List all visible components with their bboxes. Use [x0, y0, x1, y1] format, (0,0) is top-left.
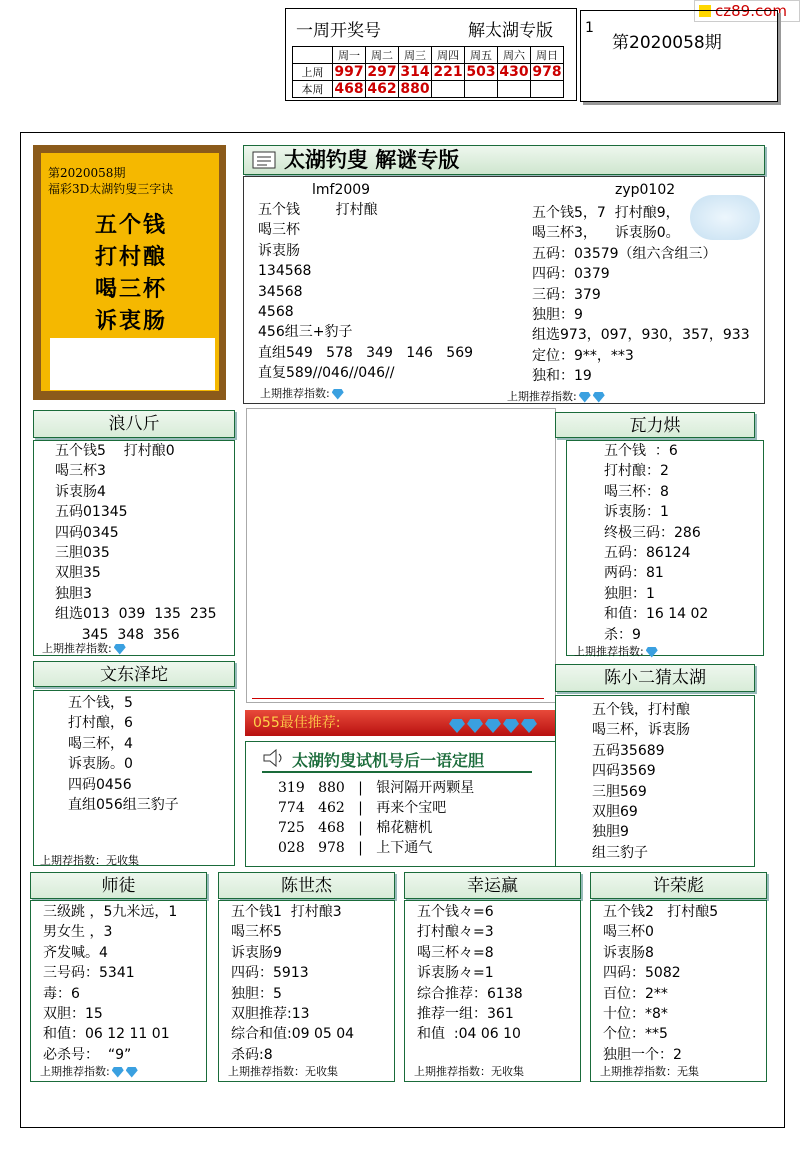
- diamond-icon: [467, 719, 483, 733]
- list-item: 喝三杯5: [231, 924, 282, 941]
- row-label: 本周: [293, 81, 333, 98]
- diamond-icon: [112, 1067, 124, 1078]
- diamond-icon: [579, 392, 591, 403]
- list-item: 三码：379: [532, 286, 601, 303]
- list-item: 和值 :04 06 10: [417, 1026, 521, 1043]
- list-item: 五码：86124: [604, 545, 691, 562]
- day-label: 周一: [333, 47, 366, 64]
- trial-row: 725 468 | 棉花糖机: [278, 820, 433, 836]
- day-label: 周三: [399, 47, 432, 64]
- recommend-index-label: 上期推荐指数:: [42, 640, 126, 656]
- bottom-panel-list: [603, 902, 718, 1065]
- bottom-panel-list: [43, 902, 177, 1065]
- list-item: 诉衷肠：1: [604, 504, 669, 521]
- result-cell: 503: [466, 64, 496, 80]
- list-item: 4568: [258, 304, 294, 321]
- result-cell: 997: [334, 64, 364, 80]
- panel-title: 浪八斤: [33, 410, 235, 438]
- result-cell: [531, 81, 564, 98]
- list-item: 打村酿々=3: [417, 924, 494, 941]
- list-item: 喝三杯，4: [68, 735, 133, 752]
- recommend-index-label: 上期推荐指数：无集: [600, 1065, 699, 1078]
- list-item: 五个钱1 打村酿3: [231, 904, 342, 920]
- list-item: 和值：16 14 02: [604, 606, 709, 623]
- list-item: 男女生 ，3: [43, 924, 113, 941]
- diamond-icon: [521, 719, 537, 733]
- list-item: 杀：9: [604, 626, 641, 643]
- list-item: 直组549 578 349 146 569: [258, 344, 474, 361]
- panel-title: 文东泽坨: [33, 661, 235, 687]
- trial-underline: [262, 771, 532, 773]
- result-cell: 430: [499, 64, 529, 80]
- trial-title: 太湖钓叟试机号后一语定胆: [292, 751, 485, 770]
- recommend-index-label: 上期推荐指数：无收集: [228, 1065, 338, 1078]
- list-item: 组选973，097，930，357，933: [532, 327, 750, 344]
- diamond-icon: [114, 644, 126, 655]
- trial-row: 028 978 | 上下通气: [278, 840, 433, 856]
- list-item: 四码0345: [55, 524, 119, 541]
- diamond-icon: [449, 719, 465, 733]
- bottom-panel-list: [231, 902, 354, 1065]
- list-item: 34568: [258, 283, 303, 300]
- list-item: 综合推荐：6138: [417, 985, 523, 1002]
- trial-row: 319 880 | 银河隔开两颗星: [278, 780, 475, 796]
- list-item: 百位：2**: [603, 985, 668, 1002]
- best-recommend-bar: 055最佳推荐:: [245, 710, 557, 736]
- list-item: 打村酿：2: [604, 463, 669, 480]
- list-item: 诉衷肠4: [55, 483, 106, 500]
- day-label: 周六: [498, 47, 531, 64]
- row-label: 上周: [293, 64, 333, 81]
- diamond-icon: [332, 389, 344, 400]
- list-item: 组选013 039 135 235: [55, 606, 217, 623]
- list-item: 诉衷肠: [258, 242, 300, 259]
- list-item: 五个钱々=6: [417, 904, 494, 920]
- logo-text: cz89.com: [715, 2, 788, 20]
- result-cell: 221: [433, 64, 463, 80]
- result-cell: [432, 81, 465, 98]
- list-item: 毒：6: [43, 985, 80, 1002]
- list-item: 五码35689: [592, 742, 665, 759]
- gold-white-area: [50, 338, 215, 390]
- list-item: 四码：5913: [231, 965, 309, 982]
- list-item: 独胆3: [55, 585, 92, 602]
- notebook-icon: [250, 150, 278, 170]
- list-item: 五个钱5，7 打村酿9，: [532, 205, 680, 221]
- gold-phrase: 五个钱: [95, 212, 168, 238]
- list-item: 喝三杯々=8: [417, 944, 494, 961]
- list-item: 四码：5082: [603, 965, 681, 982]
- list-item: 独和：19: [532, 368, 592, 385]
- list-item: 五个钱5 打村酿0: [55, 443, 175, 459]
- list-item: 直复589//046//046//: [258, 365, 395, 382]
- weekly-subtitle: 解太湖专版: [468, 21, 553, 41]
- gold-phrase: 诉衷肠: [95, 308, 168, 334]
- diamond-row: [447, 716, 537, 742]
- panel-title: 许荣彪: [590, 872, 767, 899]
- expert-name: lmf2009: [312, 182, 371, 198]
- list-item: 组三豹子: [592, 844, 648, 861]
- list-item: 独胆：9: [532, 307, 583, 324]
- list-item: 十位：*8*: [603, 1006, 668, 1023]
- gold-phrase: 打村酿: [95, 244, 168, 270]
- day-label: 周五: [465, 47, 498, 64]
- result-cell: [498, 81, 531, 98]
- list-item: 独胆：5: [231, 985, 282, 1002]
- list-item: 诉衷肠。0: [68, 756, 133, 773]
- result-cell: 978: [532, 64, 562, 80]
- diamond-icon: [485, 719, 501, 733]
- list-item: 喝三杯: [258, 222, 300, 239]
- recommend-index-label: 上期推荐指数:: [574, 643, 658, 659]
- main-banner: [243, 145, 765, 175]
- recommend-index-label: 上期推荐指数:: [507, 388, 605, 404]
- day-label: 周二: [366, 47, 399, 64]
- list-item: 诉衷肠9: [231, 944, 282, 961]
- recommend-index-label: 上期推荐指数:: [40, 1063, 138, 1079]
- list-item: 五码01345: [55, 504, 128, 521]
- list-item: 必杀号： “9”: [43, 1046, 132, 1063]
- list-item: 三胆035: [55, 545, 110, 562]
- list-item: 三级跳 ，5九米远，1: [43, 904, 178, 920]
- image-placeholder: [246, 408, 556, 703]
- list-item: 个位：**5: [603, 1026, 668, 1043]
- list-item: 四码3569: [592, 763, 656, 780]
- list-item: 345 348 356: [55, 626, 180, 643]
- banner-title: 太湖钓叟 解谜专版: [284, 147, 460, 172]
- list-item: 五个钱2 打村酿5: [603, 904, 719, 920]
- list-item: 五个钱 打村酿: [258, 202, 378, 218]
- speaker-icon: [262, 748, 286, 768]
- list-item: 诉衷肠々=1: [417, 965, 494, 982]
- top-right-list: [532, 203, 750, 387]
- list-item: 五个钱，打村酿: [592, 702, 690, 718]
- result-cell: 297: [367, 64, 397, 80]
- panel-title: 师徒: [30, 872, 207, 899]
- table-header-row: [293, 47, 564, 64]
- list-item: 终极三码：286: [604, 524, 701, 541]
- top-left-list: [258, 200, 473, 384]
- panel-title: 陈世杰: [218, 872, 395, 899]
- table-row: [293, 81, 564, 98]
- page-number: 1: [585, 20, 594, 36]
- list-item: 双胆推荐:13: [231, 1006, 310, 1023]
- result-cell: 880: [400, 81, 430, 97]
- diamond-icon: [646, 647, 658, 658]
- gold-caption: 福彩3D太湖钓叟三字诀: [48, 182, 174, 196]
- day-label: 周日: [531, 47, 564, 64]
- diamond-icon: [593, 392, 605, 403]
- result-cell: 468: [334, 81, 364, 97]
- list-item: 134568: [258, 263, 312, 280]
- panel-lang-list: [55, 441, 217, 645]
- gold-issue: 第2020058期: [48, 166, 126, 180]
- result-cell: [465, 81, 498, 98]
- list-item: 五个钱 ：6: [604, 443, 678, 459]
- list-item: 双胆35: [55, 565, 101, 582]
- list-item: 喝三杯，诉衷肠: [592, 722, 690, 739]
- list-item: 独胆：1: [604, 585, 655, 602]
- list-item: 双胆：15: [43, 1006, 103, 1023]
- issue-box: [580, 10, 778, 102]
- list-item: 五个钱，5: [68, 695, 133, 711]
- gold-phrase: 喝三杯: [95, 276, 168, 302]
- panel-title: 瓦力烘: [555, 412, 755, 438]
- list-item: 喝三杯0: [603, 924, 654, 941]
- trial-list: [278, 778, 474, 858]
- panel-chen-list: [592, 700, 690, 863]
- list-item: 杀码:8: [231, 1046, 273, 1063]
- panel-wendong-list: [68, 693, 179, 815]
- list-item: 四码0456: [68, 776, 132, 793]
- list-item: 四码：0379: [532, 266, 610, 283]
- list-item: 综合和值:09 05 04: [231, 1026, 355, 1043]
- red-divider: [252, 698, 544, 699]
- list-item: 打村酿，6: [68, 715, 133, 732]
- expert-name: zyp0102: [615, 182, 676, 198]
- day-label: 周四: [432, 47, 465, 64]
- panel-title: 陈小二猜太湖: [555, 664, 755, 692]
- panel-title: 幸运赢: [404, 872, 581, 899]
- panel-wali-list: [604, 441, 708, 645]
- list-item: 推荐一组：361: [417, 1006, 514, 1023]
- bottom-panel-list: [417, 902, 523, 1045]
- list-item: 喝三杯3: [55, 463, 106, 480]
- list-item: 独胆9: [592, 824, 629, 841]
- trial-row: 774 462 | 再来个宝吧: [278, 800, 447, 816]
- diamond-icon: [503, 719, 519, 733]
- diamond-icon: [126, 1067, 138, 1078]
- result-cell: 314: [400, 64, 430, 80]
- list-item: 五码：03579（组六含组三）: [532, 245, 717, 262]
- list-item: 诉衷肠8: [603, 944, 654, 961]
- list-item: 定位：9**，**3: [532, 347, 634, 364]
- list-item: 独胆一个：2: [603, 1046, 682, 1063]
- list-item: 456组三+豹子: [258, 324, 353, 341]
- list-item: 两码：81: [604, 565, 664, 582]
- weekly-title: 一周开奖号: [296, 21, 381, 41]
- list-item: 直组056组三豹子: [68, 797, 179, 814]
- weekly-results-table: [292, 46, 564, 98]
- list-item: 喝三杯3， 诉衷肠0。: [532, 225, 680, 242]
- list-item: 齐发喊。4: [43, 944, 108, 961]
- recommend-index-label: 上期荐指数：无收集: [40, 854, 139, 867]
- table-row: [293, 64, 564, 81]
- list-item: 三胆569: [592, 783, 647, 800]
- recommend-index-label: 上期推荐指数：无收集: [414, 1065, 524, 1078]
- recommend-index-label: 上期推荐指数:: [260, 385, 344, 401]
- issue-number: 第2020058期: [612, 33, 722, 53]
- list-item: 三号码：5341: [43, 965, 135, 982]
- list-item: 喝三杯：8: [604, 483, 669, 500]
- list-item: 和值：06 12 11 01: [43, 1026, 170, 1043]
- list-item: 双胆69: [592, 804, 638, 821]
- result-cell: 462: [367, 81, 397, 97]
